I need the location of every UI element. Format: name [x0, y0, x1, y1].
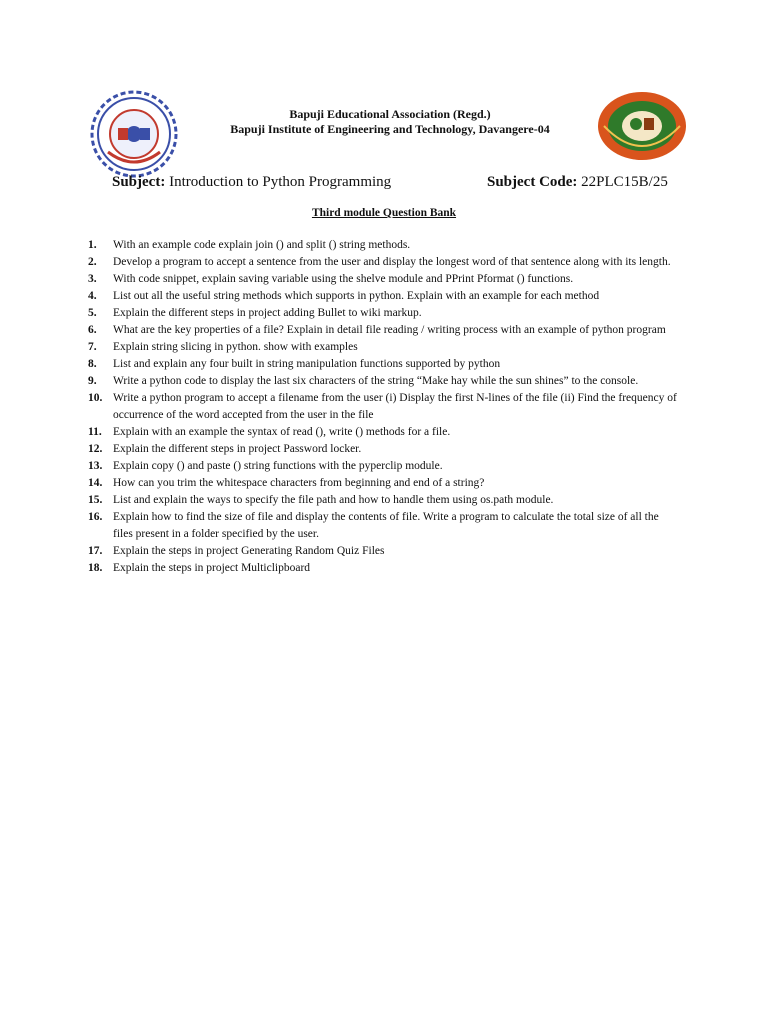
question-text: Explain the steps in project Generating Random Quiz Files [113, 545, 385, 557]
question-item [88, 271, 678, 288]
question-text: Explain the different steps in project Password locker. [113, 443, 362, 455]
subject-code-line [487, 173, 668, 191]
question-number: 7. [88, 341, 97, 353]
institute-name: Bapuji Institute of Engineering and Technology, Davangere-04 [230, 122, 550, 136]
question-item [88, 492, 678, 509]
question-number: 15. [88, 494, 103, 506]
question-item [88, 424, 678, 441]
question-text: Explain with an example the syntax of read (), write () methods for a file. [113, 426, 451, 438]
question-text: List out all the useful string methods which supports in python. Explain with an example for each method [113, 290, 600, 302]
question-number: 17. [88, 545, 103, 557]
question-text: Develop a program to accept a sentence from the user and display the longest word of that sentence along with its length. [113, 256, 671, 268]
question-item [88, 475, 678, 492]
question-text: How can you trim the whitespace characters from beginning and end of a string? [113, 477, 485, 489]
question-number: 16. [88, 511, 103, 523]
question-number: 11. [88, 426, 102, 438]
question-number: 5. [88, 307, 97, 319]
question-text: Explain the different steps in project adding Bullet to wiki markup. [113, 307, 422, 319]
question-item [88, 509, 678, 543]
question-item [88, 356, 678, 373]
question-text: Explain copy () and paste () string functions with the pyperclip module. [113, 460, 443, 472]
question-item [88, 390, 678, 424]
question-item [88, 560, 678, 577]
question-bank-title: Third module Question Bank [311, 207, 457, 219]
university-logo [594, 88, 690, 164]
subject-line [112, 173, 391, 191]
question-number: 12. [88, 443, 103, 455]
institution-header [190, 107, 590, 137]
question-number: 6. [88, 324, 97, 336]
question-item [88, 322, 678, 339]
question-item [88, 305, 678, 322]
question-text: What are the key properties of a file? Explain in detail file reading / writing process with an example of python program [113, 324, 666, 336]
emblem-icon [598, 92, 686, 160]
question-item [88, 254, 678, 271]
question-number: 9. [88, 375, 97, 387]
question-item [88, 458, 678, 475]
subject-label: Subject: [112, 174, 166, 190]
question-item [88, 288, 678, 305]
question-number: 3. [88, 273, 97, 285]
question-item [88, 543, 678, 560]
question-list [88, 237, 678, 577]
question-number: 1. [88, 239, 97, 251]
question-number: 14. [88, 477, 103, 489]
question-text: With code snippet, explain saving variable using the shelve module and PPrint Pformat () functions. [113, 273, 574, 285]
question-text: With an example code explain join () and split () string methods. [113, 239, 411, 251]
question-item [88, 441, 678, 458]
subject-value: Introduction to Python Programming [169, 174, 392, 190]
question-item [88, 373, 678, 390]
question-item [88, 339, 678, 356]
question-number: 4. [88, 290, 97, 302]
question-text: Explain how to find the size of file and display the contents of file. Write a program to calculate the total size of all the files present in a folder specified by the user. [113, 511, 659, 540]
question-number: 8. [88, 358, 97, 370]
question-item [88, 237, 678, 254]
question-number: 13. [88, 460, 103, 472]
question-number: 18. [88, 562, 103, 574]
question-text: Explain string slicing in python. show with examples [113, 341, 358, 353]
question-text: Write a python code to display the last six characters of the string “Make hay while the sun shines” to the console. [113, 375, 639, 387]
question-text: Explain the steps in project Multiclipboard [113, 562, 311, 574]
question-text: List and explain any four built in string manipulation functions supported by python [113, 358, 501, 370]
subject-code-value: 22PLC15B/25 [581, 174, 668, 190]
institution-logo [88, 88, 180, 180]
question-number: 2. [88, 256, 97, 268]
question-number: 10. [88, 392, 103, 404]
subject-code-label: Subject Code: [487, 174, 578, 190]
question-text: Write a python program to accept a filename from the user (i) Display the first N-lines of the file (ii) Find the frequency of occurrence of the word accepted from the user in the file [113, 392, 677, 421]
gear-icon [92, 92, 176, 176]
question-text: List and explain the ways to specify the file path and how to handle them using os.path module. [113, 494, 554, 506]
association-name: Bapuji Educational Association (Regd.) [289, 107, 491, 121]
